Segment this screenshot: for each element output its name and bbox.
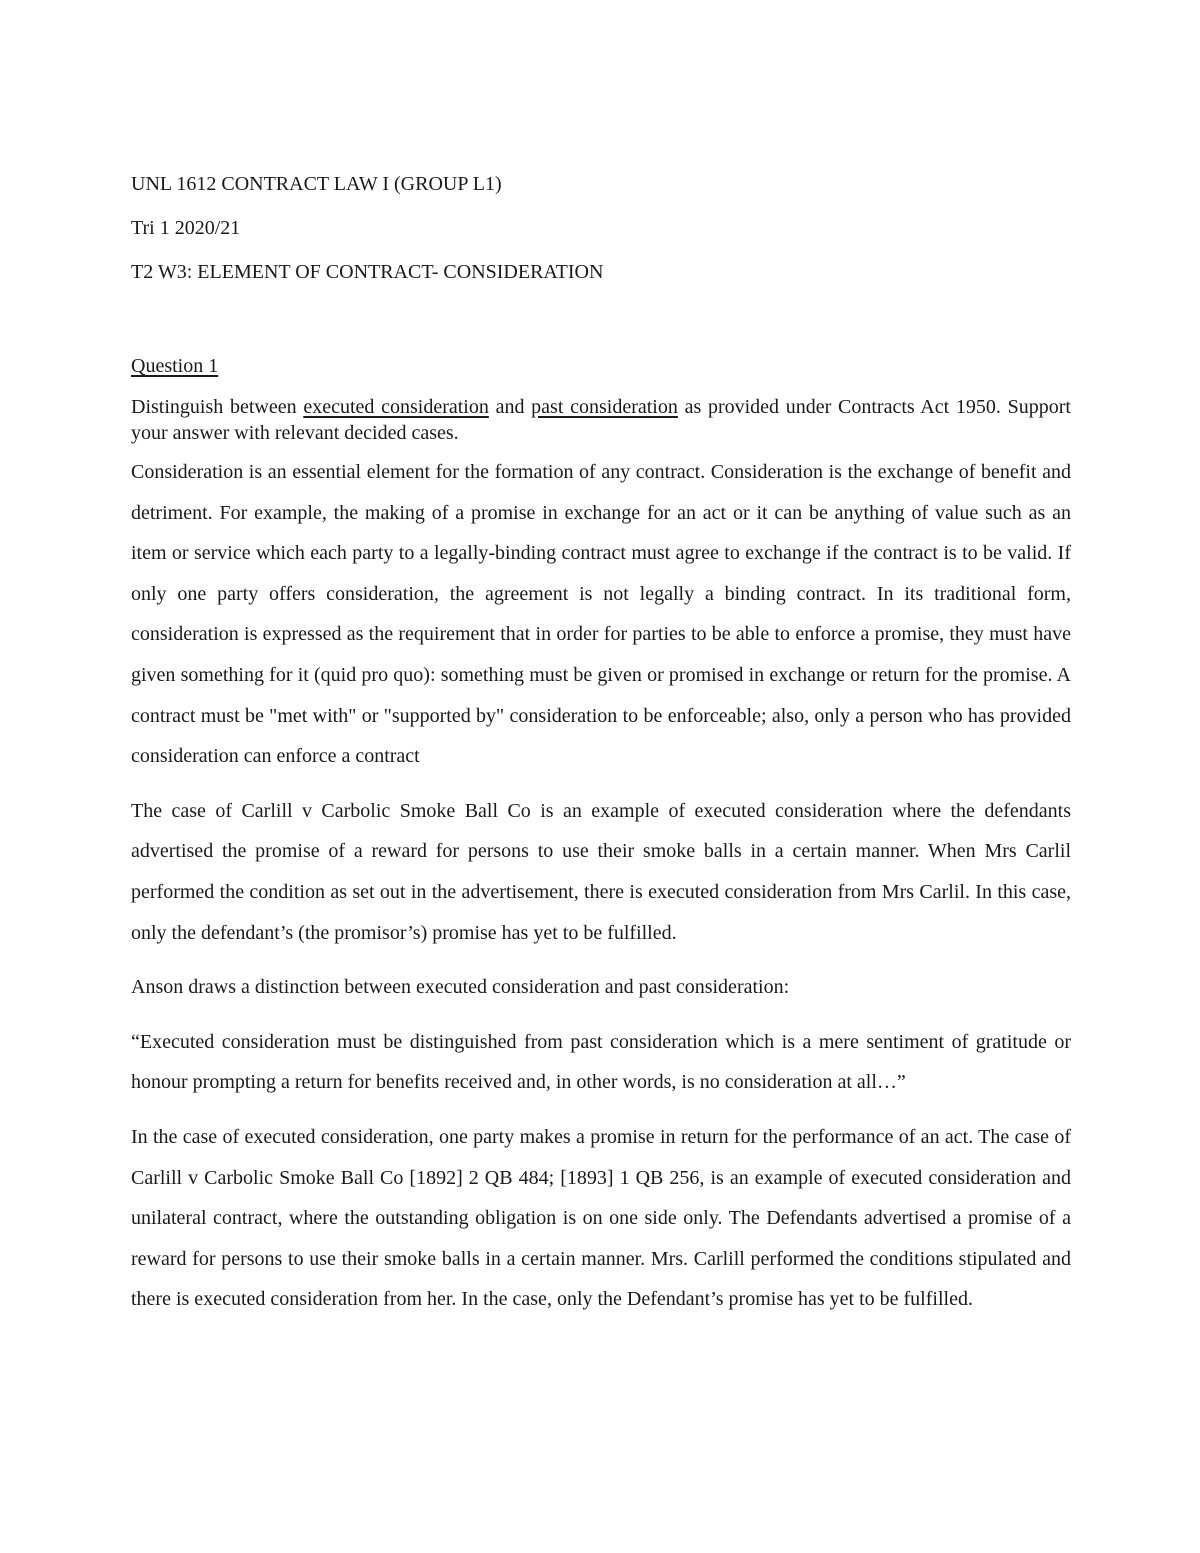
term-label: Tri 1 2020/21	[131, 217, 241, 239]
course-title: UNL 1612 CONTRACT LAW I (GROUP L1)	[131, 173, 502, 195]
paragraph-consideration-definition: Consideration is an essential element for the formation of any contract. Consideration is the exchange of benefit and detriment. For example, the making of a promise in exchange for an act or it can be anything of value such as an item or service which each party to a legally-binding contract must agree to exchange if the contract is to be valid. If only one party offers consideration, the agreement is not legally a binding contract. In its traditional form, consideration is expressed as the requirement that in order for parties to be able to enforce a promise, they must have given something for it (quid pro quo): something must be given or promised in exchange or return for the promise. A contract must be "met with" or "supported by" consideration to be enforceable; also, only a person who has provided consideration can enforce a contract	[131, 461, 1071, 768]
paragraph-anson-intro: Anson draws a distinction between executed consideration and past consideration:	[131, 976, 790, 999]
paragraph-carlill-example: The case of Carlill v Carbolic Smoke Ball Co is an example of executed consideration where the defendants advertised the promise of a reward for persons to use their smoke balls in a certain manner. When Mrs Carlil performed the condition as set out in the advertisement, there is executed consideration from Mrs Carlil. In this case, only the defendant’s (the promisor’s) promise has yet to be fulfilled.	[131, 799, 1071, 944]
document-page	[131, 172, 1071, 1320]
topic-heading: T2 W3: ELEMENT OF CONTRACT- CONSIDERATION	[131, 261, 604, 283]
question-title: Question 1	[131, 355, 219, 377]
term-executed-consideration: executed consideration	[303, 396, 489, 418]
question-text-part: and	[488, 396, 532, 418]
question-text-part: Distinguish between	[131, 396, 304, 418]
paragraph-anson-quote: “Executed consideration must be distinguished from past consideration which is a mere sentiment of gratitude or honour prompting a return for benefits received and, in other words, is no consideration at all…”	[131, 1030, 1071, 1094]
term-past-consideration: past consideration	[531, 396, 678, 418]
paragraph-executed-consideration: In the case of executed consideration, one party makes a promise in return for the performance of an act. The case of Carlill v Carbolic Smoke Ball Co [1892] 2 QB 484; [1893] 1 QB 256, is an example of executed consideration and unilateral contract, where the outstanding obligation is on one side only. The Defendants advertised a promise of a reward for persons to use their smoke balls in a certain manner. Mrs. Carlill performed the conditions stipulated and there is executed consideration from her. In the case, only the Defendant’s promise has yet to be fulfilled.	[131, 1125, 1071, 1311]
question-text	[131, 394, 1071, 446]
question-text-part: as provided under Contracts Act 1950. Support your answer with relevant decided cases.	[131, 396, 1071, 444]
